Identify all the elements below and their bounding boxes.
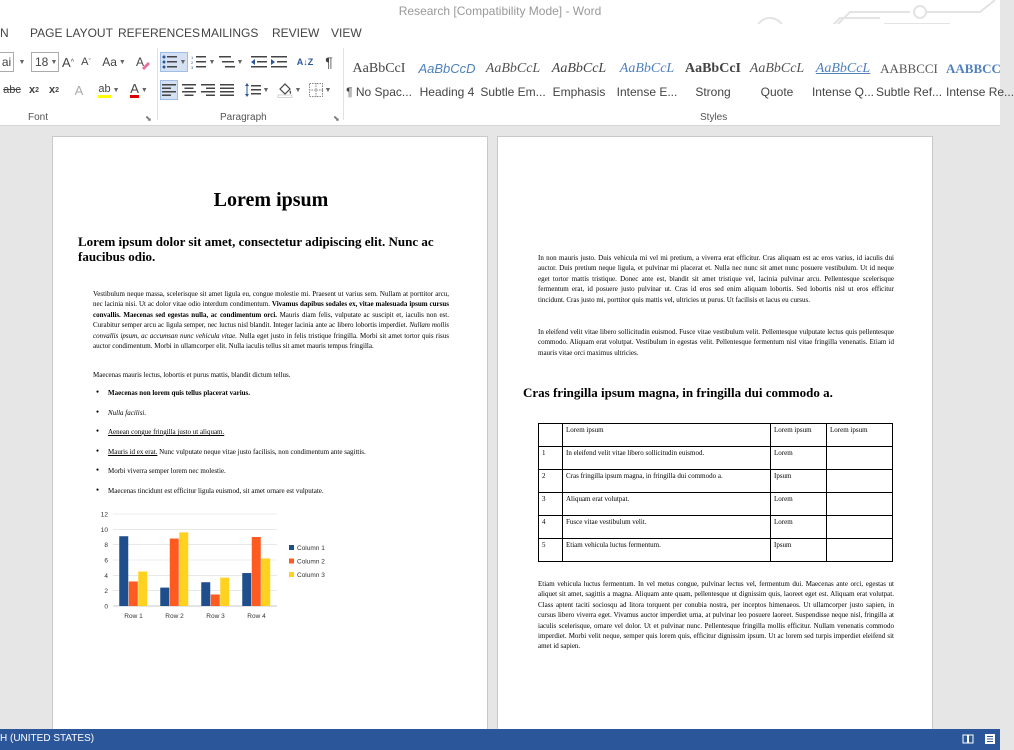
style-no-spacing[interactable] <box>346 50 412 106</box>
tab-view[interactable]: VIEW <box>331 26 362 40</box>
heading-2: Cras fringilla ipsum magna, in fringilla dui commodo a. <box>523 385 833 400</box>
clear-formatting-button[interactable] <box>134 52 152 72</box>
ribbon-tabs <box>0 24 1000 44</box>
text-run: Nunc vulputate neque vitae justo facilisis, non condimentum ante sagittis. <box>157 447 366 456</box>
y-tick-label: 12 <box>100 511 108 519</box>
increase-indent-icon <box>271 55 287 69</box>
group-divider <box>157 48 158 120</box>
table-row <box>539 516 893 539</box>
style-name: Heading 4 <box>419 85 475 99</box>
table-row <box>539 447 893 470</box>
paragraph: In non mauris justo. Duis vehicula mi vel mi pretium, a viverra erat efficitur. Cras aliquam est ac eros varius, id iaculis dui auctor. Duis pretium neque ligula, et pulvinar mi placerat et. Nulla nec nunc sit amet nunc posuere vestibulum. Ut id neque eget tortor mattis tristique. Donec ante est, blandit sit amet tristique vel, lacinia pulvinar arcu. Pellentesque scelerisque fermentum erat, id posuere justo pulvinar ut. Cras id eros sed enim aliquam lobortis. Sed lobortis nisl ut eros efficitur tincidunt. Cras justo mi, porttitor quis mattis vel, ultricies ut purus. Ut facilisis et lacus eu cursus. <box>538 254 894 304</box>
legend-swatch <box>289 545 294 550</box>
svg-text:1: 1 <box>190 55 193 60</box>
table-cell[interactable]: Cras fringilla ipsum magna, in fringilla dui commodo a. <box>563 470 771 493</box>
svg-text:A: A <box>136 55 145 69</box>
styles-group-label: Styles <box>700 112 728 123</box>
font-family-box[interactable] <box>0 52 14 72</box>
table-row <box>539 470 893 493</box>
table-cell[interactable]: 3 <box>539 493 563 516</box>
print-layout-icon[interactable] <box>984 733 996 745</box>
caret-down-icon: ˇ <box>88 58 91 66</box>
table-cell[interactable] <box>827 516 893 539</box>
style-sample: AaBbCcL <box>551 61 607 76</box>
paragraph: In eleifend velit vitae libero sollicitudin euismod. Fusce vitae vestibulum velit. Pellentesque vulputate lectus quis pellentesque commodo. Aliquam erat volutpat. Vestibulum in egestas velit. Pellentesque fermentum nisl vitae fringilla venenatis. Etiam id mauris vitae orci maximus ultricies. <box>538 328 894 357</box>
y-tick-label: 0 <box>104 603 108 611</box>
bar <box>170 539 179 606</box>
tab-mailings[interactable]: MAILINGS <box>201 26 259 40</box>
paragraph-dialog-launcher-icon[interactable]: ⬊ <box>333 114 340 123</box>
style-name: Strong <box>695 85 731 99</box>
style-name: Intense Q... <box>811 85 875 99</box>
decrease-indent-button[interactable] <box>250 52 268 72</box>
justify-icon <box>220 84 234 96</box>
x-tick-label: Row 4 <box>247 613 266 620</box>
highlight-color-button[interactable] <box>95 80 123 100</box>
bar <box>201 582 210 606</box>
italic-text-run: Nullam mollis convallis ipsum, ac accumsan nunc vehicula vitae. <box>93 321 449 340</box>
paragraph: Etiam vehicula luctus fermentum. In vel metus congue, pulvinar lectus vel, fermentum dui. Maecenas ante orci, egestas ut aliquet sit amet, sagittis a magna. Aliquam ante quam, pellentesque ut dignissim quis, laoreet eget est. Aliquam erat volutpat. Class aptent taciti sociosqu ad litora torquent per conubia nostra, per inceptos himenaeos. Ut ullamcorper justo sapien, in cursus libero viverra eget. Vivamus auctor imperdiet urna, at pulvinar leo posuere laoreet. Suspendisse neque nisl, fringilla at iaculis scelerisque, ornare vel dolor. Ut et pulvinar nunc. Pellentesque fringilla mollis efficitur. Nullam venenatis commodo imperdiet. Morbi velit neque, semper quis lorem quis, efficitur dignissim ipsum. Ut ac lorem sed turpis imperdiet eleifend sit amet id sapien. <box>538 580 894 651</box>
style-quote[interactable] <box>744 50 810 106</box>
status-bar <box>0 729 1000 750</box>
shading-button[interactable] <box>276 80 302 100</box>
font-size-value: 18 <box>35 55 49 69</box>
table-header-row <box>539 424 893 447</box>
bullets-button[interactable] <box>160 52 188 72</box>
bar-chart[interactable] <box>93 507 393 625</box>
read-mode-icon[interactable] <box>962 733 974 745</box>
bar <box>242 573 251 606</box>
chevron-down-icon: ▼ <box>324 86 332 94</box>
chevron-down-icon: ▼ <box>18 58 26 66</box>
align-right-icon <box>201 84 215 96</box>
table-cell[interactable] <box>827 447 893 470</box>
chevron-down-icon: ▼ <box>236 58 244 66</box>
list-item <box>108 427 448 447</box>
sort-icon: A↓Z <box>296 57 314 67</box>
superscript-icon: x <box>48 84 56 96</box>
style-name: Subtle Em... <box>480 85 546 99</box>
text-effects-button[interactable] <box>70 80 88 100</box>
font-family-value: ai <box>1 55 12 69</box>
bar <box>252 537 261 606</box>
chevron-down-icon: ▼ <box>179 58 187 66</box>
style-sample: AaBbCcL <box>815 61 871 76</box>
x-tick-label: Row 3 <box>206 613 225 620</box>
multilevel-list-icon <box>219 55 235 69</box>
style-intense-emphasis[interactable] <box>614 50 680 106</box>
x-tick-label: Row 2 <box>165 613 184 620</box>
style-sample: AaBbCcD <box>418 61 476 76</box>
style-subtle-reference[interactable] <box>876 50 942 106</box>
align-right-button[interactable] <box>199 80 217 100</box>
sort-button[interactable] <box>294 52 316 72</box>
highlighter-icon: ab <box>98 83 110 98</box>
list-item <box>108 447 448 467</box>
bold-text-run: Maecenas non lorem quis tellus placerat varius. <box>108 389 251 397</box>
numbering-button[interactable] <box>190 52 216 72</box>
numbering-icon <box>191 55 207 69</box>
bar <box>220 578 229 606</box>
align-center-icon <box>182 84 196 96</box>
list-item <box>108 486 448 506</box>
table-cell[interactable]: 4 <box>539 516 563 539</box>
table-cell[interactable]: 1 <box>539 447 563 470</box>
font-dialog-launcher-icon[interactable]: ⬊ <box>145 114 152 123</box>
line-spacing-icon <box>245 83 261 97</box>
table-cell[interactable] <box>827 470 893 493</box>
line-spacing-button[interactable] <box>244 80 270 100</box>
shrink-font-icon: A <box>81 56 89 68</box>
table-cell[interactable]: Lorem <box>771 516 827 539</box>
text-run: Nulla eget justo in felis tristique fringilla. Morbi sit amet tortor quis risus auctor condimentum. Morbi in ullamcorper elit. Nulla iaculis tellus sit amet mauris tempus fringilla. <box>93 331 449 351</box>
paint-bucket-icon <box>277 82 293 98</box>
language-indicator[interactable]: H (UNITED STATES) <box>0 733 95 744</box>
text-effects-icon: A <box>74 82 84 98</box>
table-cell[interactable]: Ipsum <box>771 470 827 493</box>
svg-text:3: 3 <box>190 65 193 70</box>
style-sample: AaBbCcI <box>352 61 406 76</box>
align-left-icon <box>162 84 176 96</box>
strikethrough-button[interactable] <box>0 80 24 100</box>
y-tick-label: 10 <box>100 526 108 534</box>
decrease-indent-icon <box>251 55 267 69</box>
style-subtle-emphasis[interactable] <box>480 50 546 106</box>
table-cell[interactable]: Ipsum <box>771 539 827 562</box>
style-sample: AaBbCcL <box>619 61 675 76</box>
borders-icon <box>309 83 323 97</box>
style-name: ¶ No Spac... <box>346 85 412 99</box>
paragraph-group-label: Paragraph <box>220 112 267 123</box>
bar <box>138 572 147 607</box>
legend-swatch <box>289 559 294 564</box>
table-row <box>539 539 893 562</box>
subscript-index: 2 <box>35 86 40 94</box>
underlined-text-run: Mauris id ex erat. <box>108 447 158 456</box>
style-sample: AaBbCcI <box>684 61 741 76</box>
legend-entry: Column 3 <box>297 572 325 579</box>
chevron-down-icon: ▼ <box>118 58 126 66</box>
change-case-button[interactable] <box>100 52 128 72</box>
heading-2: Lorem ipsum dolor sit amet, consectetur adipiscing elit. Nunc ac faucibus odio. <box>78 234 434 264</box>
subscript-button[interactable] <box>25 80 43 100</box>
table-cell[interactable]: Etiam vehicula luctus fermentum. <box>563 539 771 562</box>
table-cell[interactable]: In eleifend velit vitae libero sollicitudin euismod. <box>563 447 771 470</box>
show-formatting-button[interactable] <box>320 52 338 72</box>
bullets-icon <box>162 55 178 69</box>
tab-home[interactable]: N <box>0 26 9 40</box>
table-cell[interactable]: Lorem <box>771 447 827 470</box>
pilcrow-icon: ¶ <box>325 54 333 70</box>
list-item <box>108 466 448 486</box>
paragraph: Maecenas mauris lectus, lobortis et purus mattis, blandit dictum tellus. <box>93 371 291 379</box>
caret-up-icon: ^ <box>70 58 74 66</box>
legend-entry: Column 1 <box>297 545 325 552</box>
table-cell[interactable]: Fusce vitae vestibulum velit. <box>563 516 771 539</box>
bar <box>160 588 169 606</box>
tab-review[interactable]: REVIEW <box>272 26 320 40</box>
style-sample: AABBCCI <box>880 61 938 76</box>
style-name: Intense E... <box>616 85 678 99</box>
table-cell[interactable] <box>539 424 563 447</box>
table-cell[interactable]: Lorem <box>771 493 827 516</box>
style-intense-reference[interactable] <box>942 50 1014 106</box>
style-name: Subtle Ref... <box>876 85 943 99</box>
align-center-button[interactable] <box>180 80 198 100</box>
style-emphasis[interactable] <box>546 50 612 106</box>
table-cell[interactable]: Lorem ipsum <box>771 424 827 447</box>
text-run: Mauris diam felis, vulputate ac suscipit et, iaculis non est. Curabitur semper arcu ac ligula semper, nec luctus nisl blandit. Integer lacinia ante ac libero lobortis imperdiet. <box>93 310 449 330</box>
tab-page-layout[interactable]: PAGE LAYOUT <box>30 26 113 40</box>
list-item <box>108 408 448 428</box>
table-cell[interactable]: Lorem ipsum <box>563 424 771 447</box>
chevron-down-icon: ▼ <box>50 58 58 66</box>
page-1[interactable] <box>52 136 488 736</box>
table-cell[interactable]: 5 <box>539 539 563 562</box>
text-run: Maecenas tincidunt est efficitur ligula euismod, sit amet ornare est vulputate. <box>108 486 324 495</box>
chevron-down-icon: ▼ <box>262 86 270 94</box>
bar <box>211 595 220 607</box>
font-family-dropdown[interactable] <box>15 52 27 72</box>
font-size-dropdown[interactable] <box>48 52 58 72</box>
bar <box>119 536 128 606</box>
document-area[interactable] <box>0 126 1000 729</box>
font-group-label: Font <box>28 112 49 123</box>
tab-references[interactable]: REFERENCES <box>118 26 201 40</box>
y-tick-label: 4 <box>104 572 108 580</box>
chevron-down-icon: ▼ <box>294 86 302 94</box>
align-left-button[interactable] <box>160 80 178 100</box>
font-color-button[interactable] <box>126 80 152 100</box>
change-case-icon: Aa <box>102 55 117 69</box>
table-row <box>539 493 893 516</box>
group-divider <box>343 48 344 120</box>
table-cell[interactable]: Lorem ipsum <box>827 424 893 447</box>
bar <box>129 581 138 606</box>
superscript-button[interactable] <box>45 80 63 100</box>
svg-text:2: 2 <box>190 60 193 65</box>
bullet-list <box>108 388 448 505</box>
x-tick-label: Row 1 <box>124 613 143 620</box>
styles-gallery <box>346 50 1014 108</box>
list-item <box>108 388 448 408</box>
underlined-text-run: Aenean congue fringilla justo ut aliquam. <box>108 428 225 436</box>
italic-text-run: Nulla facilisi. <box>108 408 147 417</box>
bar <box>179 532 188 606</box>
legend-swatch <box>289 572 294 577</box>
window-title: Research [Compatibility Mode] - Word <box>398 4 602 18</box>
style-sample: AaBbCcL <box>749 61 805 76</box>
table-cell[interactable]: 2 <box>539 470 563 493</box>
style-name: Quote <box>760 85 794 99</box>
style-strong[interactable] <box>680 50 746 106</box>
multilevel-list-button[interactable] <box>218 52 244 72</box>
grow-font-button[interactable] <box>60 52 76 72</box>
table-cell[interactable] <box>827 493 893 516</box>
style-sample: AaBbCcL <box>485 61 541 76</box>
y-tick-label: 2 <box>104 588 108 596</box>
borders-button[interactable] <box>306 80 334 100</box>
page-2[interactable] <box>497 136 933 736</box>
data-table[interactable] <box>538 423 893 562</box>
document-title: Lorem ipsum <box>213 189 329 211</box>
legend-entry: Column 2 <box>297 558 325 566</box>
increase-indent-button[interactable] <box>270 52 288 72</box>
paragraph <box>93 289 449 351</box>
text-run: Morbi viverra semper lorem nec molestie. <box>108 467 226 475</box>
grow-font-icon: A <box>62 54 71 70</box>
superscript-index: 2 <box>55 86 60 94</box>
chevron-down-icon: ▼ <box>112 86 120 94</box>
y-tick-label: 8 <box>104 542 108 550</box>
table-cell[interactable] <box>827 539 893 562</box>
chevron-down-icon: ▼ <box>140 86 148 94</box>
justify-button[interactable] <box>218 80 236 100</box>
clear-formatting-icon <box>135 54 151 70</box>
bar <box>261 558 270 606</box>
subscript-icon: x <box>28 84 36 96</box>
style-heading-4[interactable] <box>414 50 480 106</box>
font-color-icon: A <box>130 81 139 96</box>
style-sample: AABBCC <box>946 61 1001 76</box>
shrink-font-button[interactable] <box>78 52 94 72</box>
style-name: Intense Re... <box>946 85 1014 99</box>
style-name: Emphasis <box>552 85 606 99</box>
chevron-down-icon: ▼ <box>208 58 216 66</box>
y-tick-label: 6 <box>104 557 108 565</box>
ribbon <box>0 44 1014 126</box>
text-run: Vestibulum neque massa, scelerisque sit amet ligula eu, congue molestie mi. Praesent ut varius sem. Nullam at porttitor arcu, nec lacinia nisi. Ut ac dolor vitae odio interdum condimentum. <box>93 290 449 309</box>
table-cell[interactable]: Aliquam erat volutpat. <box>563 493 771 516</box>
bold-text-run: Vivamus dapibus sodales ex, vitae malesuada ipsum cursus convallis. Maecenas sed egestas nulla, ac condimentum orci. <box>93 300 449 319</box>
strikethrough-icon: abc <box>3 84 21 96</box>
style-intense-quote[interactable] <box>810 50 876 106</box>
